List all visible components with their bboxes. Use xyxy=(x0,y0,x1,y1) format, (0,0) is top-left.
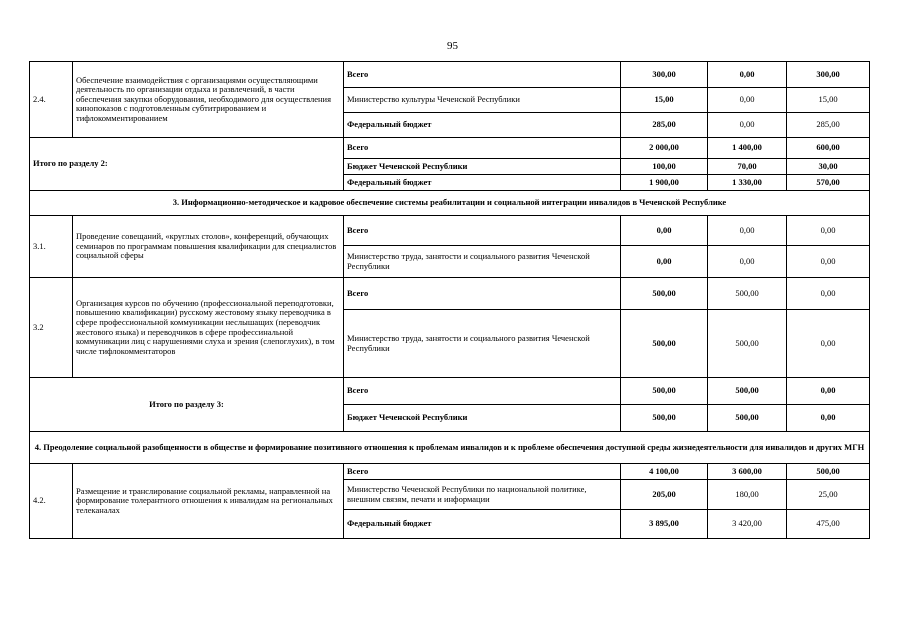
value-cell: 30,00 xyxy=(787,159,870,175)
value-cell: 1 330,00 xyxy=(708,175,787,191)
value-cell: 500,00 xyxy=(787,464,870,480)
row-description: Обеспечение взаимодействия с организациями осуществляющими деятельность по организации отдыха и развлечений, в части обеспечения закупки оборудования, необходимого для осуществления кинопоказов с подготовленным субтитрированием и тифлокомментированием xyxy=(73,62,344,138)
row-number: 2.4. xyxy=(30,62,73,138)
value-cell: 500,00 xyxy=(621,310,708,378)
value-cell: 3 600,00 xyxy=(708,464,787,480)
section-header-row xyxy=(30,432,870,464)
value-cell: 180,00 xyxy=(708,480,787,510)
row-description: Проведение совещаний, «круглых столов», конференций, обучающих семинаров по программам повышения квалификации для специалистов социальной сферы xyxy=(73,216,344,278)
funding-source: Министерство Чеченской Республики по национальной политике, внешним связям, печати и информации xyxy=(344,480,621,510)
value-cell: 100,00 xyxy=(621,159,708,175)
row-number: 3.1. xyxy=(30,216,73,278)
value-cell: 285,00 xyxy=(787,113,870,138)
value-cell: 500,00 xyxy=(708,310,787,378)
table-row xyxy=(30,62,870,88)
funding-source: Всего xyxy=(344,378,621,405)
funding-source: Федеральный бюджет xyxy=(344,510,621,539)
funding-source: Всего xyxy=(344,464,621,480)
value-cell: 0,00 xyxy=(708,62,787,88)
table-row xyxy=(30,138,870,159)
value-cell: 0,00 xyxy=(787,405,870,432)
value-cell: 0,00 xyxy=(787,278,870,310)
section-title: 4. Преодоление социальной разобщенности в обществе и формирование позитивного отношения к проблемам инвалидов и к проблеме обеспечения доступной среды жизнедеятельности для инвалидов и других МГН xyxy=(30,432,870,464)
table-row xyxy=(30,378,870,405)
table-row xyxy=(30,216,870,246)
value-cell: 300,00 xyxy=(621,62,708,88)
table-row xyxy=(30,278,870,310)
value-cell: 0,00 xyxy=(787,310,870,378)
funding-source: Всего xyxy=(344,62,621,88)
value-cell: 1 900,00 xyxy=(621,175,708,191)
value-cell: 15,00 xyxy=(621,88,708,113)
funding-source: Бюджет Чеченской Республики xyxy=(344,159,621,175)
value-cell: 0,00 xyxy=(787,246,870,278)
value-cell: 0,00 xyxy=(787,216,870,246)
value-cell: 285,00 xyxy=(621,113,708,138)
value-cell: 0,00 xyxy=(621,246,708,278)
funding-source: Всего xyxy=(344,216,621,246)
value-cell: 500,00 xyxy=(708,278,787,310)
value-cell: 3 895,00 xyxy=(621,510,708,539)
value-cell: 0,00 xyxy=(621,216,708,246)
row-number: 3.2 xyxy=(30,278,73,378)
value-cell: 0,00 xyxy=(708,216,787,246)
value-cell: 0,00 xyxy=(708,113,787,138)
funding-source: Министерство культуры Чеченской Республики xyxy=(344,88,621,113)
value-cell: 25,00 xyxy=(787,480,870,510)
value-cell: 570,00 xyxy=(787,175,870,191)
section-title: 3. Информационно-методическое и кадровое обеспечение системы реабилитации и социальной интеграции инвалидов в Чеченской Республике xyxy=(30,191,870,216)
funding-source: Бюджет Чеченской Республики xyxy=(344,405,621,432)
value-cell: 0,00 xyxy=(708,88,787,113)
value-cell: 500,00 xyxy=(621,378,708,405)
page-number: 95 xyxy=(447,40,458,52)
value-cell: 0,00 xyxy=(787,378,870,405)
value-cell: 2 000,00 xyxy=(621,138,708,159)
funding-source: Министерство труда, занятости и социального развития Чеченской Республики xyxy=(344,310,621,378)
section-header-row xyxy=(30,191,870,216)
value-cell: 15,00 xyxy=(787,88,870,113)
section-total-label: Итого по разделу 2: xyxy=(30,138,344,191)
section-total-label: Итого по разделу 3: xyxy=(30,378,344,432)
value-cell: 300,00 xyxy=(787,62,870,88)
value-cell: 4 100,00 xyxy=(621,464,708,480)
value-cell: 0,00 xyxy=(708,246,787,278)
row-description: Размещение и транслирование социальной рекламы, направленной на формирование толерантного отношения к инвалидам на региональных телеканалах xyxy=(73,464,344,539)
budget-table xyxy=(29,61,870,539)
value-cell: 500,00 xyxy=(621,405,708,432)
row-number: 4.2. xyxy=(30,464,73,539)
value-cell: 70,00 xyxy=(708,159,787,175)
value-cell: 3 420,00 xyxy=(708,510,787,539)
row-description: Организация курсов по обучению (профессиональной переподготовки, повышению квалификации) русскому жестовому языку переводчика в сфере профессиональной коммуникации неслышащих (переводчик жестового языка) и переводчиков в сфере профессинальной коммуникации лиц с нарушениями слуха и зрения (слепоглухих), в том числе тифлокомментаторов xyxy=(73,278,344,378)
funding-source: Всего xyxy=(344,138,621,159)
value-cell: 205,00 xyxy=(621,480,708,510)
funding-source: Федеральный бюджет xyxy=(344,175,621,191)
funding-source: Всего xyxy=(344,278,621,310)
table-row xyxy=(30,464,870,480)
value-cell: 500,00 xyxy=(708,405,787,432)
funding-source: Федеральный бюджет xyxy=(344,113,621,138)
value-cell: 500,00 xyxy=(708,378,787,405)
value-cell: 500,00 xyxy=(621,278,708,310)
value-cell: 1 400,00 xyxy=(708,138,787,159)
value-cell: 475,00 xyxy=(787,510,870,539)
funding-source: Министерство труда, занятости и социального развития Чеченской Республики xyxy=(344,246,621,278)
value-cell: 600,00 xyxy=(787,138,870,159)
